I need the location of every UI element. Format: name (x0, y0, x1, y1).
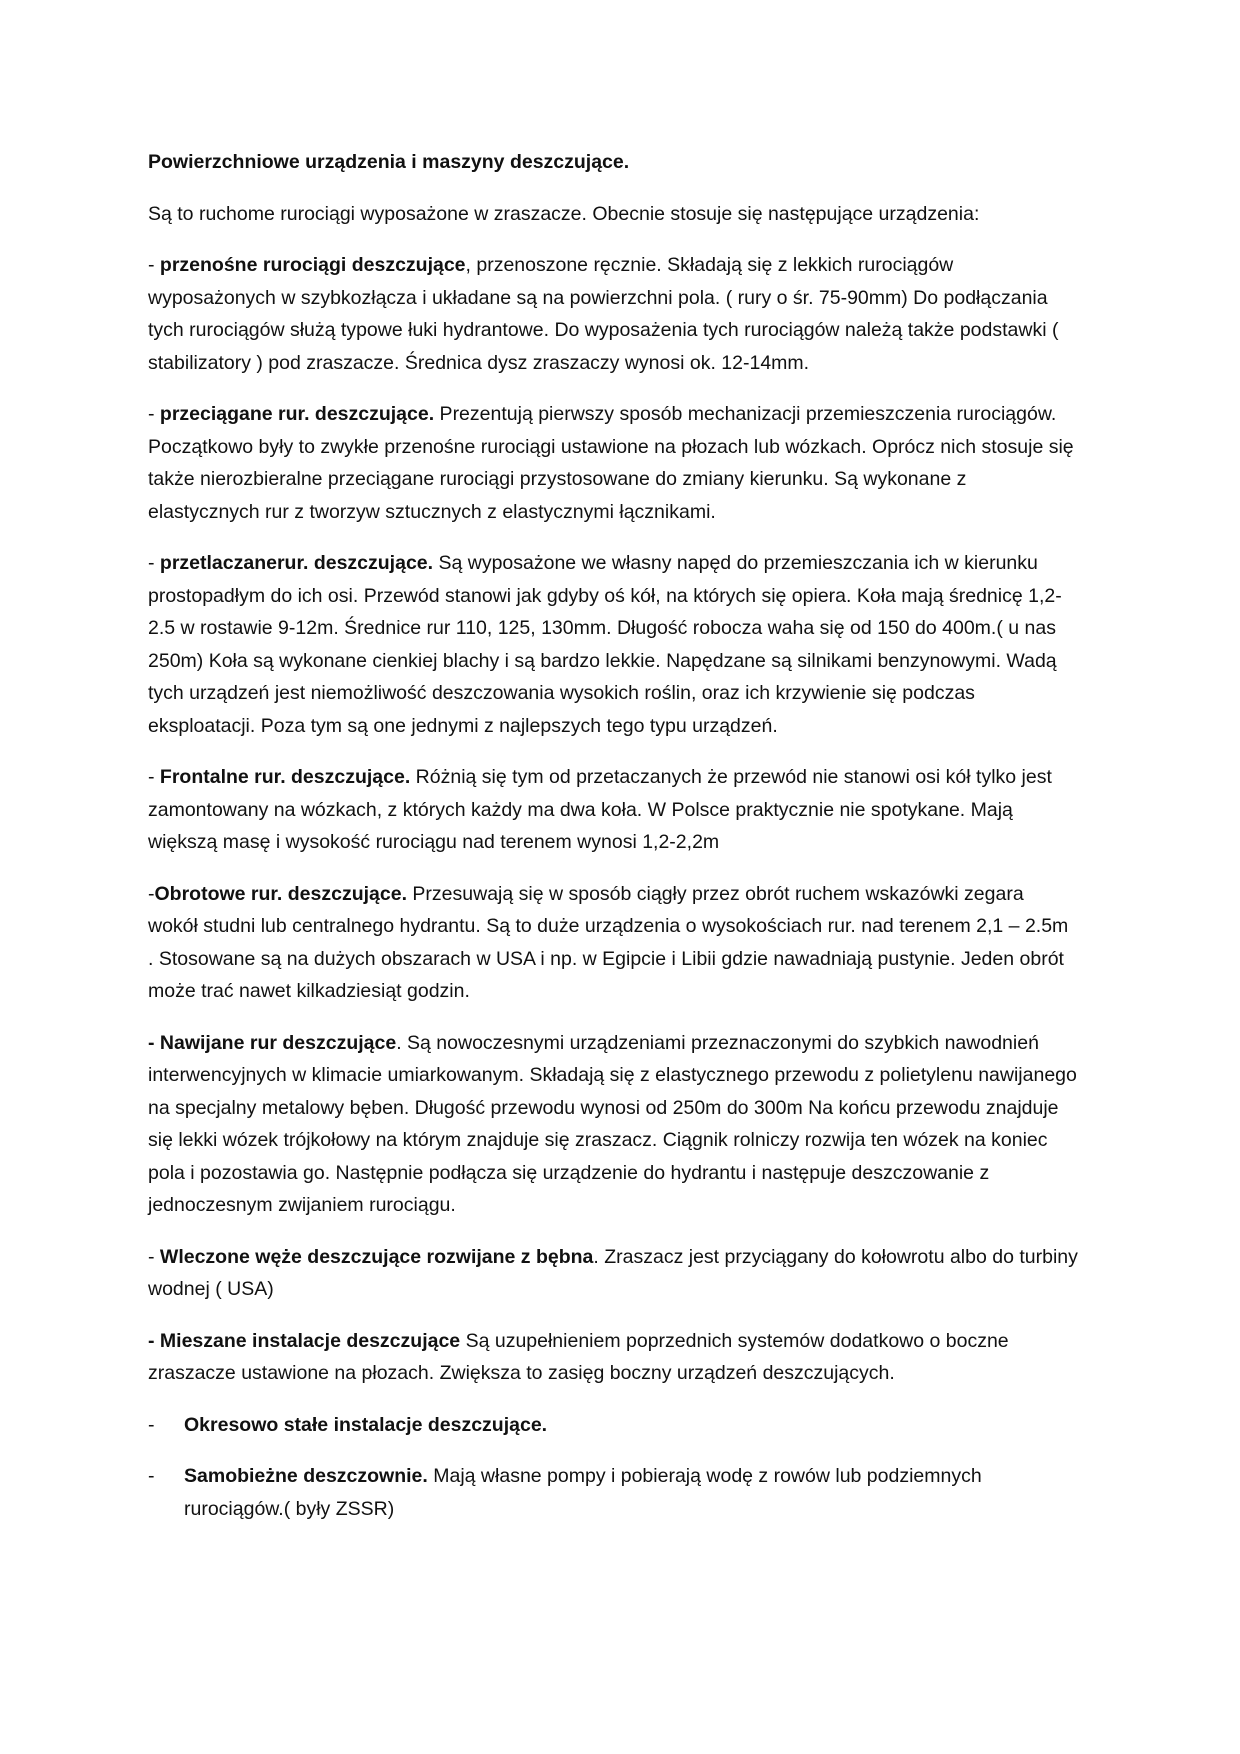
paragraph-heading: przeciągane rur. deszczujące. (159, 403, 435, 425)
list-item-text: Mają własne pompy i pobierają wodę z rowów lub podziemnych rurociągów.( były ZSSR) (184, 1465, 982, 1520)
paragraph-prefix: - (148, 254, 160, 276)
paragraph-prefix: - (148, 403, 160, 425)
list-item-heading: Samobieżne deszczownie. (184, 1465, 428, 1487)
intro-paragraph: Są to ruchome rurociągi wyposażone w zraszacze. Obecnie stosuje się następujące urządzenia: (148, 202, 980, 225)
paragraph-nawijane (148, 1027, 1078, 1222)
paragraph-text: Prezentują pierwszy sposób mechanizacji przemieszczenia rurociągów. Początkowo były to zwykłe przenośne rurociągi ustawione na płozach lub wózkach. Oprócz nich stosuje się także nierozbieralne przeciągane rurociągi przystosowane do zmiany kierunku. Są wykonane z elastycznych rur z tworzyw sztucznych z elastycznymi łącznikami. (148, 403, 1074, 523)
paragraph-przenosne (148, 249, 1078, 379)
list-bullet: - (148, 1413, 155, 1436)
document-title: Powierzchniowe urządzenia i maszyny deszczujące. (148, 151, 630, 173)
paragraph-prefix: - (148, 1245, 160, 1268)
paragraph-heading: przetlaczanerur. deszczujące. (159, 552, 434, 574)
paragraph-przeciagane (148, 398, 1078, 528)
paragraph-text: Przesuwają się w sposób ciągły przez obrót ruchem wskazówki zegara wokół studni lub centralnego hydrantu. Są to duże urządzenia o wysokościach rur. nad terenem 2,1 – 2.5m . Stosowane są na dużych obszarach w USA i np. w Egipcie i Libii gdzie nawadniają pustynie. Jeden obrót może trać nawet kilkadziesiąt godzin. (148, 882, 1069, 1002)
paragraph-prefix: - (148, 552, 160, 574)
paragraph-prefix: - (148, 766, 160, 788)
paragraph-text: . Są nowoczesnymi urządzeniami przeznaczonymi do szybkich nawodnień interwencyjnych w klimacie umiarkowanym. Składają się z elastycznego przewodu z polietylenu nawijanego na specjalny metalowy bęben. Długość przewodu wynosi od 250m do 300m Na końcu przewodu znajduje się lekki wózek trójkołowy na którym znajduje się zraszacz. Ciągnik rolniczy rozwija ten wózek na koniec pola i pozostawia go. Następnie podłącza się urządzenie do hydrantu i następuje deszczowanie z jednoczesnym zwijaniem rurociągu. (148, 1031, 1077, 1216)
paragraph-obrotowe (148, 878, 1078, 1008)
paragraph-text: Różnią się tym od przetaczanych że przewód nie stanowi osi kół tylko jest zamontowany na wózkach, z których każdy ma dwa koła. W Polsce praktycznie nie spotykane. Mają większą masę i wysokość rurociągu nad terenem wynosi 1,2-2,2m (148, 766, 1052, 853)
paragraph-text: , przenoszone ręcznie. Składają się z lekkich rurociągów wyposażonych w szybkozłącza i układane są na powierzchni pola. ( rury o śr. 75-90mm) Do podłączania tych rurociągów służą typowe łuki hydrantowe. Do wyposażenia tych rurociągów należą także podstawki ( stabilizatory ) pod zraszacze. Średnica dysz zraszaczy wynosi ok. 12-14mm. (148, 254, 1059, 374)
paragraph-prefix: - (148, 882, 155, 905)
list-item-samobiezne (148, 1460, 1078, 1525)
paragraph-mieszane (148, 1325, 1078, 1390)
list-bullet: - (148, 1465, 155, 1487)
paragraph-frontalne (148, 761, 1078, 859)
paragraph-heading: Wleczone węże deszczujące rozwijane z bębna (159, 1245, 594, 1268)
document-page (148, 146, 1078, 1544)
paragraph-heading: - Mieszane instalacje deszczujące (148, 1329, 461, 1352)
paragraph-text: Są wyposażone we własny napęd do przemieszczania ich w kierunku prostopadłym do ich osi. Przewód stanowi jak gdyby oś kół, na których się opiera. Koła mają średnicę 1,2-2.5 w rostawie 9-12m. Średnice rur 110, 125, 130mm. Długość robocza waha się od 150 do 400m.( u nas 250m) Koła są wykonane cienkiej blachy i są bardzo lekkie. Napędzane są silnikami benzynowymi. Wadą tych urządzeń jest niemożliwość deszczowania wysokich roślin, oraz ich krzywienie się podczas eksploatacji. Poza tym są one jednymi z najlepszych tego typu urządzeń. (148, 552, 1062, 737)
paragraph-heading: Obrotowe rur. deszczujące. (154, 882, 407, 905)
paragraph-przetaczane (148, 547, 1078, 742)
list-item-heading: Okresowo stałe instalacje deszczujące. (184, 1413, 548, 1436)
paragraph-text: . Zraszacz jest przyciągany do kołowrotu albo do turbiny wodnej ( USA) (148, 1245, 1078, 1300)
list-item-okresowo (148, 1409, 1078, 1442)
paragraph-heading: Frontalne rur. deszczujące. (159, 766, 411, 788)
paragraph-heading: - Nawijane rur deszczujące (148, 1031, 397, 1054)
paragraph-heading: przenośne rurociągi deszczujące (159, 254, 466, 276)
paragraph-text: Są uzupełnieniem poprzednich systemów dodatkowo o boczne zraszacze ustawione na płozach. Zwiększa to zasięg boczny urządzeń deszczujących. (148, 1329, 1009, 1384)
paragraph-wleczone (148, 1241, 1078, 1306)
